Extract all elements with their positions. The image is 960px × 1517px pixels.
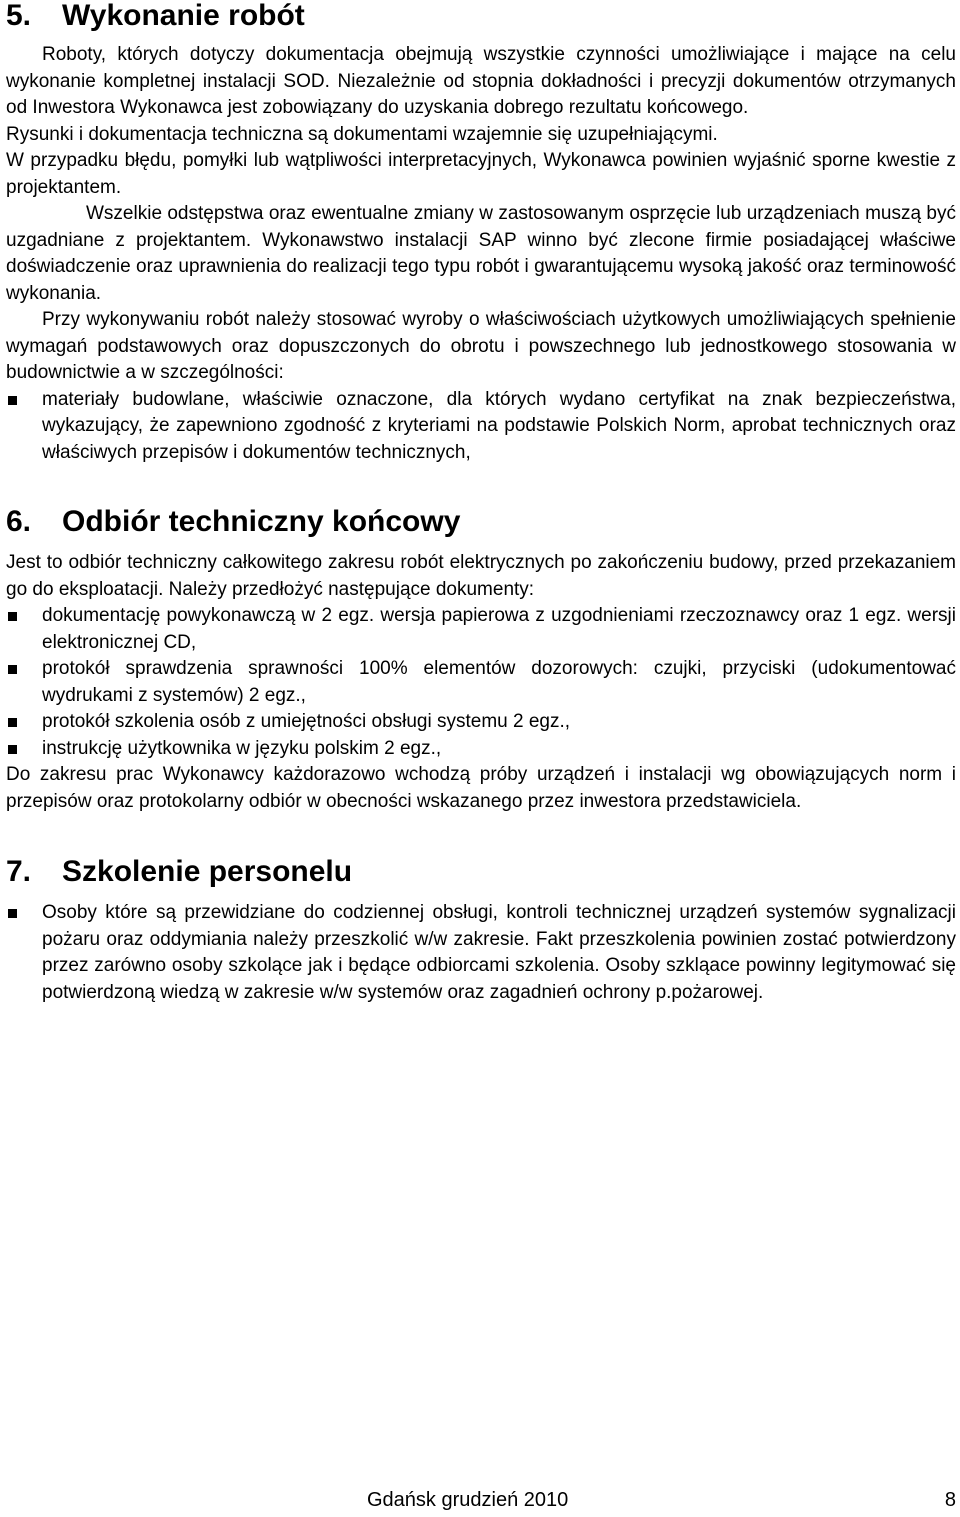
bullet-list — [6, 603, 956, 762]
list-item — [6, 736, 956, 763]
list-item-text: dokumentację powykonawczą w 2 egz. wersja papierowa z uzgodnieniami rzeczoznawcy oraz 1 egz. wersji elektronicznej CD, — [42, 605, 956, 653]
paragraph: Do zakresu prac Wykonawcy każdorazowo wchodzą próby urządzeń i instalacji wg obowiązujących norm i przepisów oraz protokolarny odbiór w obecności wskazanego przez inwestora przedstawiciela. — [6, 764, 956, 812]
list-item-text: materiały budowlane, właściwie oznaczone, dla których wydano certyfikat na znak bezpieczeństwa, wykazujący, że zapewniono zgodność z kryteriami na podstawie Polskich Norm, aprobat technicznych oraz właściwych przepisów i dokumentów technicznych, — [42, 388, 956, 463]
paragraph: Jest to odbiór techniczny całkowitego zakresu robót elektrycznych po zakończeniu budowy, przed przekazaniem go do eksploatacji. Należy przedłożyć następujące dokumenty: — [6, 552, 956, 600]
bullet-list — [6, 387, 956, 467]
square-bullet-icon — [8, 396, 17, 405]
list-item — [6, 709, 956, 736]
footer-place-date: Gdańsk grudzień 2010 — [367, 1489, 569, 1511]
page-number: 8 — [944, 1489, 956, 1511]
section-5-heading — [6, 0, 956, 33]
list-item — [6, 603, 956, 656]
section-title: Wykonanie robót — [62, 0, 305, 32]
section-title: Szkolenie personelu — [62, 855, 353, 888]
paragraph: Przy wykonywaniu robót należy stosować wyroby o właściwościach użytkowych umożliwiających spełnienie wymagań podstawowych oraz dopuszczonych do obrotu i powszechnego lub jednostkowego stosowania w budownictwie a w szczególności: — [6, 309, 956, 383]
square-bullet-icon — [8, 718, 17, 727]
list-item — [6, 656, 956, 709]
page-footer — [0, 1489, 960, 1515]
bullet-list — [6, 900, 956, 1006]
section-number: 6. — [6, 505, 32, 538]
paragraph: W przypadku błędu, pomyłki lub wątpliwości interpretacyjnych, Wykonawca powinien wyjaśnić sporne kwestie z projektantem. — [6, 150, 956, 198]
section-6-heading — [6, 505, 956, 539]
square-bullet-icon — [8, 665, 17, 674]
square-bullet-icon — [8, 909, 17, 918]
list-item — [6, 900, 956, 1006]
section-7-heading — [6, 855, 956, 889]
list-item-text: protokół szkolenia osób z umiejętności obsługi systemu 2 egz., — [42, 711, 571, 732]
square-bullet-icon — [8, 745, 17, 754]
paragraph: Rysunki i dokumentacja techniczna są dokumentami wzajemnie się uzupełniającymi. — [6, 123, 718, 145]
list-item-text: protokół sprawdzenia sprawności 100% elementów dozorowych: czujki, przyciski (udokumentować wydrukami z systemów) 2 egz., — [42, 658, 956, 706]
paragraph: Wszelkie odstępstwa oraz ewentualne zmiany w zastosowanym osprzęcie lub urządzeniach muszą być uzgadniane z projektantem. Wykonawstwo instalacji SAP winno być zlecone firmie posiadającej właściwe doświadczenie oraz uprawnienia do realizacji tego typu robót i gwarantującemu wysoką jakość oraz terminowość wykonania. — [6, 203, 956, 304]
paragraph: Roboty, których dotyczy dokumentacja obejmują wszystkie czynności umożliwiające i mające na celu wykonanie kompletnej instalacji SOD. Niezależnie od stopnia dokładności i precyzji dokumentów otrzymanych od Inwestora Wykonawca jest zobowiązany do uzyskania dobrego rezultatu końcowego. — [6, 44, 956, 118]
list-item-text: Osoby które są przewidziane do codziennej obsługi, kontroli technicznej urządzeń systemów sygnalizacji pożaru oraz oddymiania należy przeszkolić w/w zakresie. Fakt przeszkolenia powinien zostać potwierdzony przez zarówno osoby szkolące jak i będące odbiorcami szkolenia. Osoby szkląace powinny legitymować się potwierdzoną wiedzą w zakresie w/w systemów oraz zagadnień ochrony p.pożarowej. — [42, 902, 956, 1003]
document-page — [6, 0, 956, 1006]
section-number: 5. — [6, 0, 32, 32]
square-bullet-icon — [8, 612, 17, 621]
section-title: Odbiór techniczny końcowy — [62, 505, 461, 538]
list-item — [6, 387, 956, 467]
list-item-text: instrukcję użytkownika w języku polskim 2 egz., — [42, 737, 442, 759]
section-number: 7. — [6, 855, 32, 888]
